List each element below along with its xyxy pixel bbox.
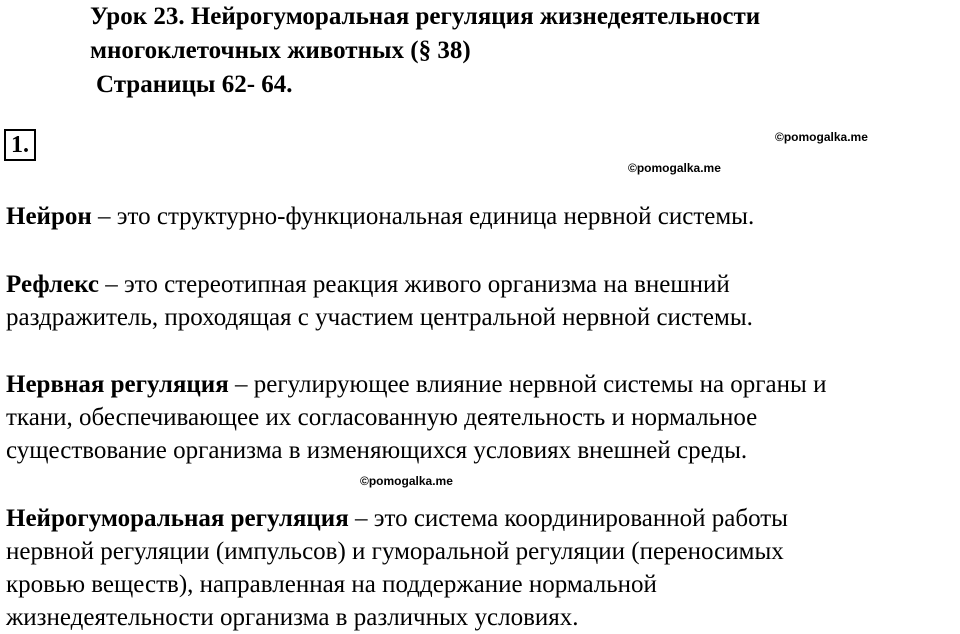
definition-text: – это структурно-функциональная единица нервной системы. — [91, 203, 755, 230]
definition-line — [6, 268, 958, 301]
lesson-title-line-2: многоклеточных животных (§ 38) — [90, 37, 471, 64]
definition-text: – это система координированной работы — [348, 505, 788, 532]
task-number-box: 1. — [4, 129, 36, 161]
definition-line — [6, 200, 958, 233]
watermark: ©pomogalka.me — [360, 474, 453, 488]
definition-line: кровью веществ), направленная на поддержание нормальной — [6, 571, 657, 598]
definition-neuron — [6, 200, 958, 233]
lesson-pages: Страницы 62- 64. — [96, 71, 293, 98]
lesson-heading — [90, 0, 760, 102]
definition-line — [6, 502, 958, 535]
definition-term: Рефлекс — [6, 271, 100, 298]
definition-line — [6, 368, 958, 401]
definition-line: жизнедеятельности организма в различных условиях. — [6, 604, 579, 631]
definition-term: Нейрон — [6, 203, 92, 230]
definition-neurohumoral-regulation — [6, 502, 958, 634]
definition-line: существование организма в изменяющихся условиях внешней среды. — [6, 437, 748, 464]
definition-text: – это стереотипная реакция живого организма на внешний — [99, 271, 730, 298]
definition-reflex — [6, 268, 958, 334]
definition-line: ткани, обеспечивающее их согласованную деятельность и нормальное — [6, 404, 758, 431]
watermark: ©pomogalka.me — [775, 130, 868, 144]
definition-term: Нервная регуляция — [6, 371, 229, 398]
definition-line: раздражитель, проходящая с участием центральной нервной системы. — [6, 304, 753, 331]
lesson-title-line-1: Урок 23. Нейрогуморальная регуляция жизнедеятельности — [90, 3, 761, 30]
definition-term: Нейрогуморальная регуляция — [6, 505, 349, 532]
definition-nervous-regulation — [6, 368, 958, 467]
watermark: ©pomogalka.me — [628, 161, 721, 175]
definition-line: нервной регуляции (импульсов) и гуморальной регуляции (переносимых — [6, 538, 784, 565]
definition-text: – регулирующее влияние нервной системы на органы и — [228, 371, 827, 398]
